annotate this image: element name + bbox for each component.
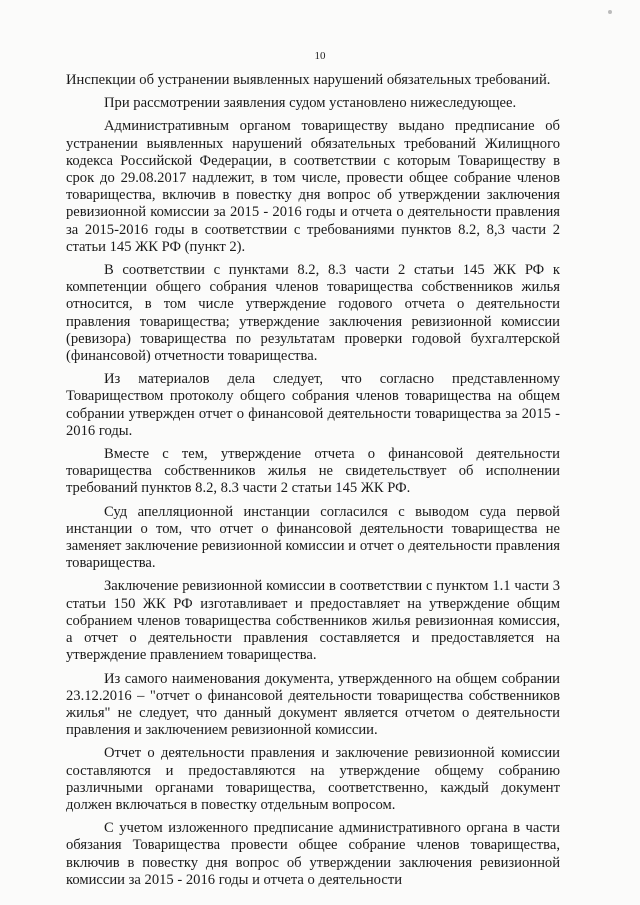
paragraph: Из самого наименования документа, утвержденного на общем собрании 23.12.2016 – "отчет о финансовой деятельности товарищества собственников жилья" не следует, что данный документ является отчетом о деятельности правления и заключением ревизионной комиссии. xyxy=(66,670,560,739)
paragraph: Заключение ревизионной комиссии в соответствии с пунктом 1.1 части 3 статьи 150 ЖК РФ изготавливает и предоставляет на утверждение общим собранием членов товарищества собственников жилья ревизионная комиссия, а отчет о деятельности правления составляется и предоставляется на утверждение правлением товарищества. xyxy=(66,578,560,664)
paragraph: С учетом изложенного предписание административного органа в части обязания Товарищества провести общее собрание членов товарищества, включив в повестку дня вопрос об утверждении заключения ревизионной комиссии за 2015 - 2016 годы и отчета о деятельности xyxy=(66,820,560,888)
paragraph: Из материалов дела следует, что согласно представленному Товариществом протоколу общего собрания членов товарищества на общем собрании утвержден отчет о финансовой деятельности товарищества за 2015 - 2016 годы. xyxy=(66,371,560,439)
paragraph: Инспекции об устранении выявленных нарушений обязательных требований. xyxy=(66,72,551,88)
scan-mark xyxy=(608,10,612,14)
document-body xyxy=(66,72,560,895)
paragraph: При рассмотрении заявления судом установлено нижеследующее. xyxy=(104,95,517,112)
paragraph: Отчет о деятельности правления и заключение ревизионной комиссии составляются и предоставляются на утверждение общему собранию различными органами товарищества, соответственно, каждый документ должен включаться в повестку отдельным вопросом. xyxy=(66,745,560,813)
page-number: 10 xyxy=(314,50,326,62)
paragraph: Суд апелляционной инстанции согласился с выводом суда первой инстанции о том, что отчет о финансовой деятельности товарищества не заменяет заключение ревизионной комиссии и отчет о деятельности правления товарищества. xyxy=(66,503,560,572)
paragraph: Вместе с тем, утверждение отчета о финансовой деятельности товарищества собственников жилья не свидетельствует об исполнении требований пунктов 8.2, 8.3 части 2 статьи 145 ЖК РФ. xyxy=(66,446,560,497)
paragraph: Административным органом товариществу выдано предписание об устранении выявленных нарушений обязательных требований Жилищного кодекса Российской Федерации, в соответствии с которым Товариществу в срок до 29.08.2017 надлежит, в том числе, провести общее собрание членов товарищества, включив в повестку дня вопрос об утверждении заключения ревизионной комиссии за 2015 - 2016 годы и отчета о деятельности правления за 2015-2016 годы в соответствии с требованиями пунктов 8.2, 8,3 части 2 статьи 145 ЖК РФ (пункт 2). xyxy=(66,118,560,255)
paragraph: В соответствии с пунктами 8.2, 8.3 части 2 статьи 145 ЖК РФ к компетенции общего собрания членов товарищества собственников жилья относится, в том числе утверждение годового отчета о деятельности правления товарищества; утверждение заключения ревизионной комиссии (ревизора) товарищества по результатам проверки годовой бухгалтерской (финансовой) отчетности товарищества. xyxy=(66,262,560,365)
